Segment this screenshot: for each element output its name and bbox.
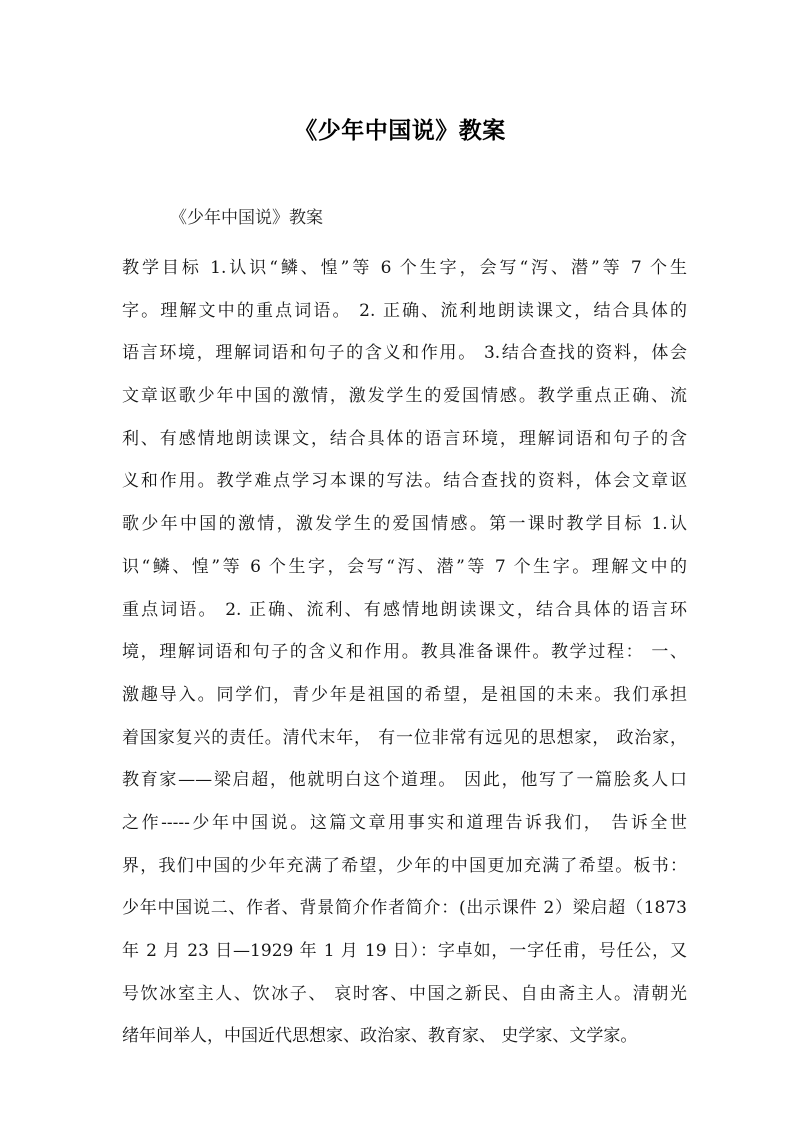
body-line: 少年中国说二、作者、背景简介作者简介：(出示课件 2）梁启超（1873 (122, 898, 687, 919)
body-line: 歌少年中国的激情，激发学生的爱国情感。第一课时教学目标 1.认 (122, 514, 687, 535)
document-body (122, 256, 687, 1067)
document-title: 《少年中国说》教案 (294, 118, 506, 144)
body-line: 教育家——梁启超，他就明白这个道理。 因此，他写了一篇脍炙人口 (122, 770, 687, 791)
body-line: 着国家复兴的责任。清代末年， 有一位非常有远见的思想家， 政治家， (122, 727, 687, 748)
body-line: 重点词语。 2. 正确、流利、有感情地朗读课文，结合具体的语言环 (122, 599, 687, 620)
body-line: 文章讴歌少年中国的激情，激发学生的爱国情感。教学重点正确、流 (122, 386, 687, 407)
body-line: 字。理解文中的重点词语。 2. 正确、流利地朗读课文，结合具体的 (122, 300, 687, 321)
body-line: 教学目标 1.认识“鳞、惶”等 6 个生字，会写“泻、潜”等 7 个生 (122, 258, 687, 278)
body-line: 语言环境，理解词语和句子的含义和作用。 3.结合查找的资料，体会 (122, 343, 687, 364)
body-line: 境，理解词语和句子的含义和作用。教具准备课件。教学过程： 一、 (122, 642, 687, 663)
body-line: 绪年间举人，中国近代思想家、政治家、教育家、 史学家、文学家。 (122, 1026, 638, 1047)
body-line: 年 2 月 23 日—1929 年 1 月 19 日）：字卓如，一字任甫，号任公，又 (122, 941, 687, 961)
body-line: 利、有感情地朗读课文，结合具体的语言环境，理解词语和句子的含 (122, 428, 687, 449)
body-line: 号饮冰室主人、饮冰子、 哀时客、中国之新民、自由斋主人。清朝光 (122, 983, 687, 1004)
body-line: 识“鳞、惶”等 6 个生字，会写“泻、潜”等 7 个生字。理解文中的 (122, 556, 687, 577)
body-line: 之作-----少年中国说。这篇文章用事实和道理告诉我们， 告诉全世 (122, 812, 687, 833)
body-line: 界，我们中国的少年充满了希望，少年的中国更加充满了希望。板书： (122, 855, 687, 876)
body-line: 义和作用。教学难点学习本课的写法。结合查找的资料，体会文章讴 (122, 471, 687, 492)
body-line: 激趣导入。同学们，青少年是祖国的希望，是祖国的未来。我们承担 (122, 684, 687, 705)
document-subtitle: 《少年中国说》教案 (170, 208, 323, 228)
